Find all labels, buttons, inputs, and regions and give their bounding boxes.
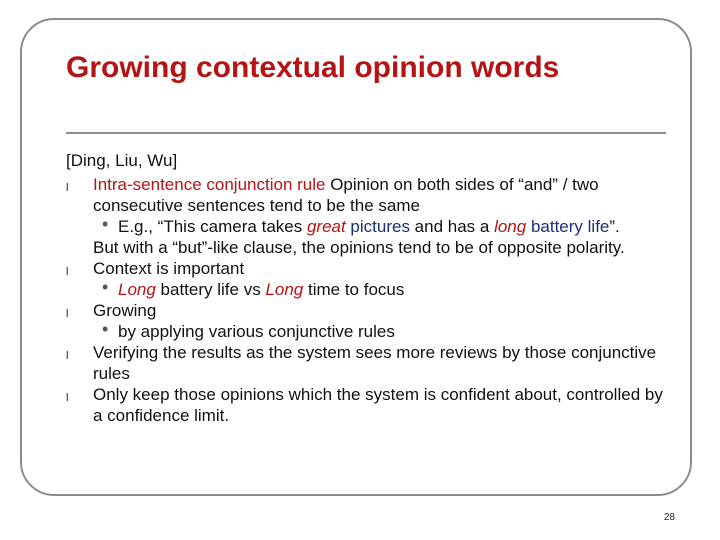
- bullet-item: [66, 300, 666, 321]
- sub-bullet-marker: •: [102, 319, 109, 339]
- page-number: 28: [663, 512, 675, 523]
- example-middle: battery life vs: [155, 280, 266, 299]
- sub-bullet-item: [66, 321, 666, 342]
- bullet-continuation: But with a “but”-like clause, the opinions tend to be of opposite polarity.: [93, 238, 625, 257]
- opinion-word-long: Long: [265, 280, 304, 299]
- bullet-text: Verifying the results as the system sees more reviews by those conjunctive rules: [93, 343, 657, 383]
- bullet-text: Context is important: [93, 259, 245, 278]
- bullet-item: [66, 258, 666, 279]
- bullet-marker: l: [66, 182, 69, 194]
- opinion-word-long: long: [494, 217, 527, 236]
- example-prefix: E.g., “This camera takes: [118, 217, 307, 236]
- bullet-item: [66, 342, 666, 384]
- bullet-text: Opinion on both sides of “and” / two consecutive sentences tend to be the same: [93, 175, 599, 215]
- sub-bullet-text: by applying various conjunctive rules: [118, 322, 395, 341]
- example-suffix: time to focus: [303, 280, 405, 299]
- bullet-item: [66, 384, 666, 426]
- bullet-marker: l: [66, 266, 69, 278]
- opinion-word-long: Long: [118, 280, 156, 299]
- bullet-item: [66, 174, 666, 216]
- opinion-word-great: great: [306, 217, 346, 236]
- slide-body: [66, 150, 666, 426]
- sub-bullet-item: [66, 279, 666, 300]
- rule-name: Intra-sentence conjunction rule: [93, 175, 326, 194]
- sub-bullet-marker: •: [102, 277, 109, 297]
- bullet-text: Growing: [93, 301, 157, 320]
- bullet-marker: l: [66, 308, 69, 320]
- example-suffix: ”.: [609, 217, 620, 236]
- title-divider: [66, 132, 666, 134]
- citation: [Ding, Liu, Wu]: [66, 151, 178, 170]
- slide-title: Growing contextual opinion words: [66, 51, 560, 84]
- bullet-marker: l: [66, 392, 69, 404]
- sub-bullet-marker: •: [102, 214, 109, 234]
- bullet-marker: l: [66, 350, 69, 362]
- feature-word-battery-life: battery life: [526, 217, 610, 236]
- example-middle: and has a: [409, 217, 495, 236]
- feature-word-pictures: pictures: [345, 217, 410, 236]
- bullet-text: Only keep those opinions which the system is confident about, controlled by a confidence limit.: [93, 385, 663, 425]
- sub-bullet-item: [66, 216, 666, 237]
